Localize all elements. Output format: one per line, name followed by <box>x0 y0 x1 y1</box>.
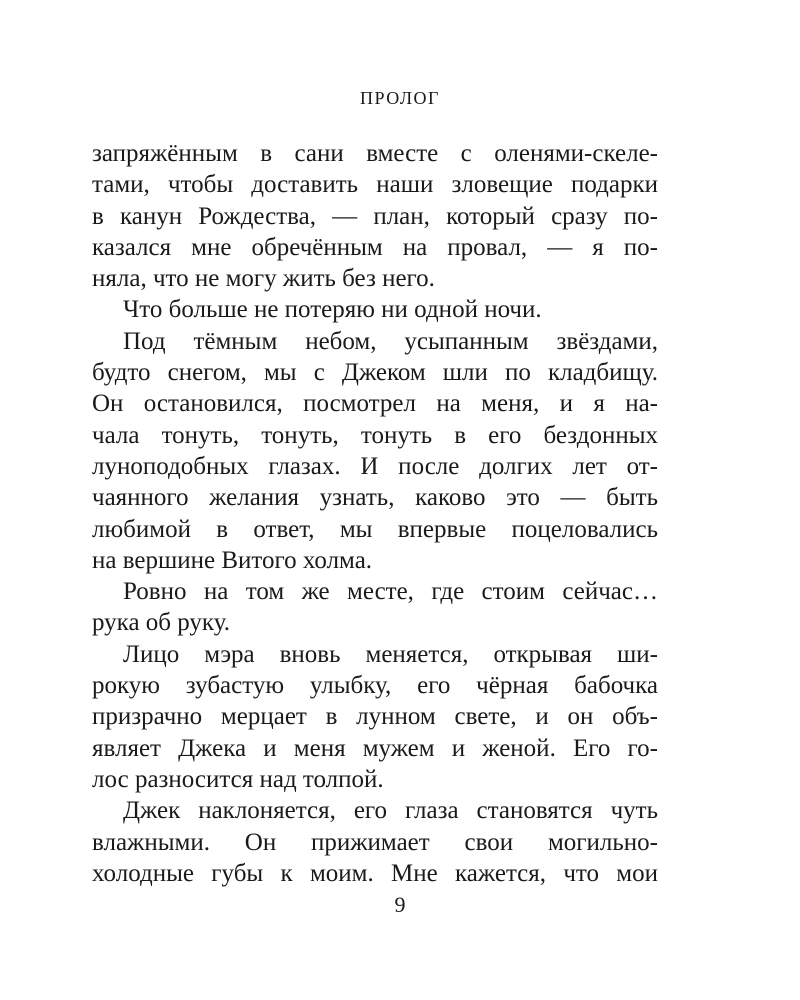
text-line: холодные губы к моим. Мне кажется, что мои <box>92 859 658 887</box>
page-number: 9 <box>394 892 406 917</box>
text-line: на вершине Витого холма. <box>92 546 373 574</box>
text-line: казался мне обречённым на провал, — я по- <box>92 233 658 261</box>
text-line: в канун Рождества, — план, который сразу по- <box>92 202 658 230</box>
text-line: призрачно мерцает в лунном свете, и он объ- <box>92 703 658 731</box>
text-line: запряжённым в сани вместе с оленями-скеле- <box>92 140 658 167</box>
text-line: любимой в ответ, мы впервые поцеловались <box>92 515 658 543</box>
text-line: рука об руку. <box>92 609 230 637</box>
text-line: Джек наклоняется, его глаза становятся чуть <box>123 797 658 825</box>
text-line: чаянного желания узнать, каково это — быть <box>92 484 658 512</box>
text-line: Он остановился, посмотрел на меня, и я на- <box>92 390 658 418</box>
text-line: являет Джека и меня мужем и женой. Его го- <box>92 734 658 762</box>
text-line: Ровно на том же месте, где стоим сейчас… <box>123 578 658 606</box>
text-line: влажными. Он прижимает свои могильно- <box>92 828 658 856</box>
text-line: луноподобных глазах. И после долгих лет от- <box>92 452 658 480</box>
text-line: тами, чтобы доставить наши зловещие подарки <box>92 171 658 199</box>
text-line: няла, что не могу жить без него. <box>92 265 435 293</box>
text-line: Под тёмным небом, усыпанным звёздами, <box>123 327 658 355</box>
text-line: рокую зубастую улыбку, его чёрная бабочка <box>92 672 658 700</box>
running-header-title: ПРОЛОГ <box>360 88 440 108</box>
text-line: Лицо мэра вновь меняется, открывая ши- <box>123 640 658 668</box>
text-line: будто снегом, мы с Джеком шли по кладбищу. <box>92 359 658 387</box>
text-line: лос разносится над толпой. <box>92 765 384 793</box>
body-text <box>92 138 658 889</box>
text-line: Что больше не потеряю ни одной ночи. <box>123 296 542 324</box>
text-line: чала тонуть, тонуть, тонуть в его бездонных <box>92 421 658 449</box>
